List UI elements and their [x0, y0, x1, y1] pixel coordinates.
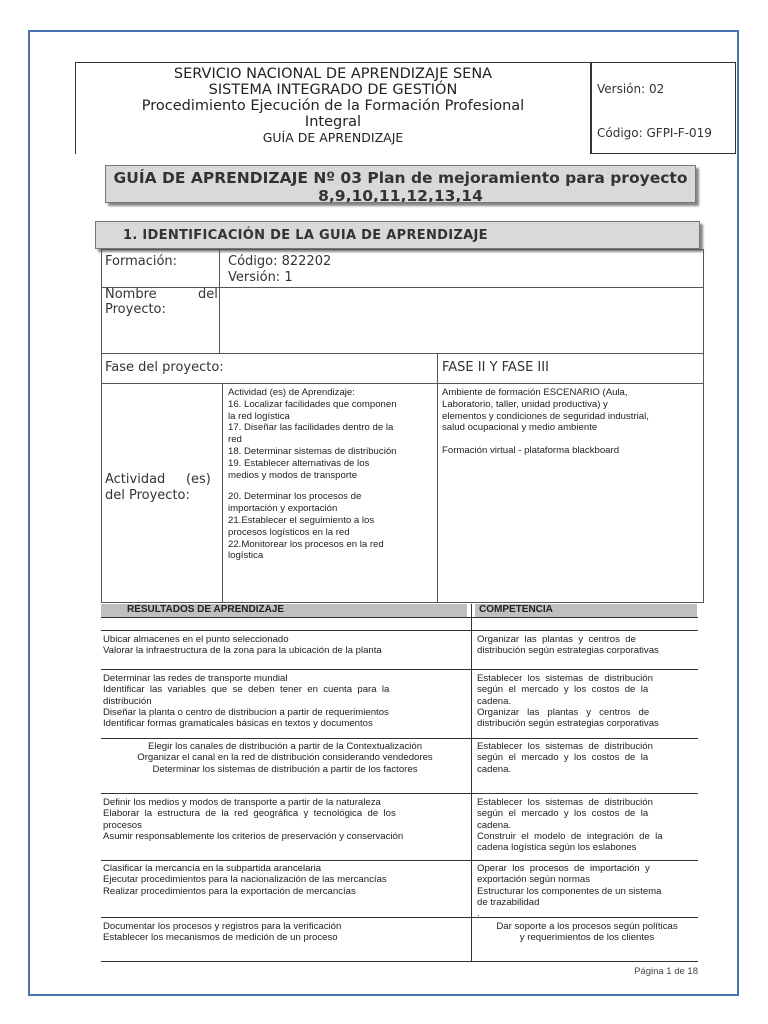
result-row-6-right: Dar soporte a los procesos según políticas y requerimientos de los clientes — [496, 921, 678, 944]
actividades-list: Actividad (es) de Aprendizaje: 16. Localizar facilidades que componen la red logística 17. Diseñar las facilidades dentro de la red 18. Determinar sistemas de distribución 19. Establecer alternativas de los medios y modos de transporte 20. Determinar los procesos de importación y exportación 21.Establecer el seguimiento a los procesos logísticos en la red 22.Monitorear los procesos en la red logística — [228, 387, 397, 562]
result-row-4-right: Establecer los sistemas de distribución según el mercado y los costos de la cadena. Construir el modelo de integración de la cadena logística según los eslabones — [477, 797, 663, 854]
version-label: Versión: 02 — [597, 82, 665, 96]
header-line-5: GUÍA DE APRENDIZAJE — [262, 130, 404, 145]
section-1-title: 1. IDENTIFICACIÓN DE LA GUIA DE APRENDIZAJE — [123, 228, 488, 243]
results-header-bar — [101, 604, 467, 617]
nombre-label-2: Proyecto: — [105, 302, 166, 317]
result-row-4-left: Definir los medios y modos de transporte a partir de la naturaleza Elaborar la estructura de la red geográfica y tecnológica de los procesos Asumir responsablemente los criterios de preservación y conservación — [103, 797, 404, 842]
formacion-code: Código: 822202 — [228, 254, 332, 269]
result-row-5-left: Clasificar la mercancía en la subpartida arancelaria Ejecutar procedimientos para la nacionalización de las mercancías Realizar procedimientos para la exportación de mercancías — [103, 863, 387, 897]
document-header-meta — [591, 62, 736, 154]
result-row-3-left: Elegir los canales de distribución a partir de la Contextualización Organizar el canal en la red de distribución considerando vendedores Determinar los sistemas de distribución a partir de los factores — [137, 741, 433, 775]
header-line-3: Procedimiento Ejecución de la Formación Profesional — [141, 98, 525, 114]
result-row-1-left: Ubicar almacenes en el punto seleccionado Valorar la infraestructura de la zona para la ubicación de la planta — [103, 634, 382, 657]
result-row-6-left: Documentar los procesos y registros para la verificación Establecer los mecanismos de medición de un proceso — [103, 921, 342, 944]
fase-value: FASE II Y FASE III — [442, 360, 549, 375]
document-header-title — [75, 62, 591, 154]
code-label: Código: GFPI-F-019 — [597, 126, 712, 140]
header-line-1: SERVICIO NACIONAL DE APRENDIZAJE SENA — [173, 66, 493, 82]
result-row-1-right: Organizar las plantas y centros de distribución según estrategias corporativas — [477, 634, 659, 657]
guide-title-line-2: 8,9,10,11,12,13,14 — [318, 187, 483, 203]
section-1-banner — [95, 221, 700, 249]
results-header-label: RESULTADOS DE APRENDIZAJE — [127, 604, 285, 615]
guide-title-banner — [105, 165, 696, 203]
competencia-header-bar — [475, 604, 697, 617]
guide-title-line-1: GUÍA DE APRENDIZAJE Nº 03 Plan de mejoramiento para proyecto — [113, 169, 688, 187]
result-row-2-right: Establecer los sistemas de distribución según el mercado y los costos de la cadena. Organizar las plantas y centros de distribución según estrategias corporativas — [477, 673, 659, 730]
result-row-3-right: Establecer los sistemas de distribución según el mercado y los costos de la cadena. — [477, 741, 653, 775]
page-number: Página 1 de 18 — [634, 966, 698, 977]
result-row-2-left: Determinar las redes de transporte mundial Identificar las variables que se deben tener en cuenta para la distribución Diseñar la planta o centro de distribucion a partir de requerimientos Identificar formas gramaticales básicas en textos y documentos — [103, 673, 390, 730]
competencia-header-label: COMPETENCIA — [479, 604, 553, 615]
header-line-2: SISTEMA INTEGRADO DE GESTIÓN — [208, 82, 458, 98]
actividad-label-2: del Proyecto: — [105, 488, 190, 503]
fase-label: Fase del proyecto: — [105, 360, 224, 375]
ambiente-text: Ambiente de formación ESCENARIO (Aula, Laboratorio, taller, unidad productiva) y elementos y condiciones de seguridad industrial, salud ocupacional y medio ambiente Formación virtual - plataforma blackboard — [442, 387, 649, 457]
formacion-label: Formación: — [105, 254, 178, 269]
header-line-4: Integral — [304, 114, 362, 130]
result-row-5-right: Operar los procesos de importación y exportación según normas Estructurar los componentes de un sistema de trazabilidad . — [477, 863, 662, 920]
actividad-label-1: Actividad (es) — [105, 472, 211, 487]
nombre-label-1: Nombre del — [105, 287, 218, 302]
formacion-version: Versión: 1 — [228, 270, 293, 285]
